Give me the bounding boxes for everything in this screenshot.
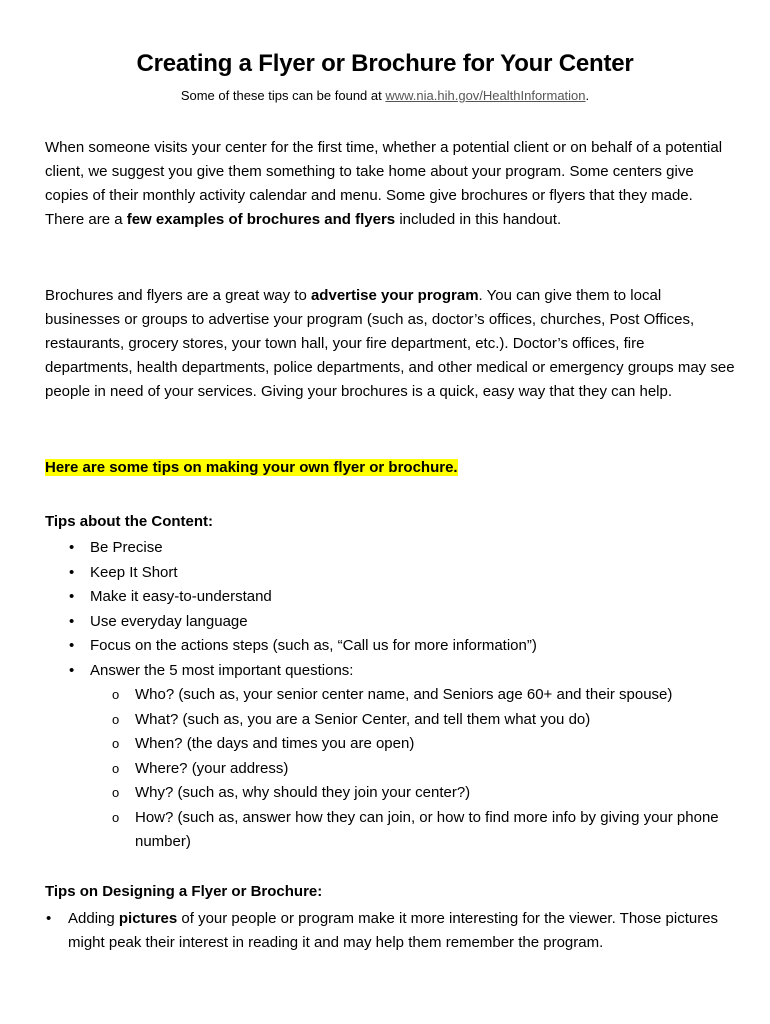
design-tips-list bbox=[45, 907, 735, 955]
design-text-b: of your people or program make it more interesting for the viewer. Those pictures might peak their interest in reading it and may help them remember the program. bbox=[68, 910, 719, 951]
bullet-icon: • bbox=[69, 563, 75, 581]
bullet-icon: • bbox=[69, 612, 75, 630]
question-text: What? (such as, you are a Senior Center, and tell them what you do) bbox=[135, 710, 591, 728]
highlighted-tip-intro bbox=[45, 456, 458, 480]
list-item-text: Use everyday language bbox=[90, 612, 248, 630]
advertise-paragraph bbox=[45, 284, 735, 404]
design-tips-heading: Tips on Designing a Flyer or Brochure: bbox=[45, 883, 323, 900]
list-item bbox=[45, 561, 735, 586]
intro-paragraph bbox=[45, 136, 735, 232]
question-item bbox=[90, 683, 735, 708]
list-item bbox=[45, 610, 735, 635]
circle-bullet-icon: o bbox=[112, 785, 120, 800]
list-item-text: Keep It Short bbox=[90, 563, 178, 581]
subtitle-suffix: . bbox=[585, 88, 590, 103]
list-item bbox=[45, 659, 735, 855]
question-item bbox=[90, 806, 735, 855]
intro-text-a: When someone visits your center for the first time, whether a potential client or on behalf of a potential client, we suggest you give them something to take home about your program. Some centers give copies of their monthly activity calendar and menu. Some give brochures or flyers that they made. There are a bbox=[45, 139, 723, 228]
intro-bold: few examples of brochures and flyers bbox=[126, 211, 396, 228]
list-item-text: Make it easy-to-understand bbox=[90, 588, 272, 605]
content-tips-list bbox=[45, 536, 735, 855]
circle-bullet-icon: o bbox=[112, 736, 120, 751]
bullet-icon: • bbox=[69, 637, 75, 654]
content-tips-heading: Tips about the Content: bbox=[45, 513, 214, 530]
questions-list bbox=[90, 683, 735, 855]
subtitle bbox=[0, 88, 770, 103]
circle-bullet-icon: o bbox=[112, 760, 120, 776]
question-text: Where? (your address) bbox=[135, 759, 289, 777]
design-bold: pictures bbox=[118, 910, 178, 927]
advertise-text-a: Brochures and flyers are a great way to bbox=[45, 287, 311, 304]
question-text: Why? (such as, why should they join your center?) bbox=[135, 784, 471, 801]
question-text: When? (the days and times you are open) bbox=[135, 735, 415, 752]
question-item bbox=[90, 781, 735, 806]
list-item-text: Focus on the actions steps (such as, “Call us for more information”) bbox=[90, 637, 537, 654]
bullet-icon: • bbox=[69, 588, 75, 605]
bullet-icon: • bbox=[46, 910, 52, 927]
list-item bbox=[45, 634, 735, 659]
list-item-text: Be Precise bbox=[90, 539, 163, 556]
circle-bullet-icon: o bbox=[112, 711, 120, 727]
question-item bbox=[90, 732, 735, 757]
page-title: Creating a Flyer or Brochure for Your Center bbox=[136, 50, 634, 77]
question-text: How? (such as, answer how they can join, or how to find more info by giving your phone number) bbox=[135, 808, 719, 850]
design-text-a: Adding bbox=[68, 910, 119, 927]
intro-text-b: included in this handout. bbox=[395, 211, 562, 228]
bullet-icon: • bbox=[69, 661, 75, 679]
bullet-icon: • bbox=[69, 539, 75, 556]
advertise-bold: advertise your program bbox=[310, 287, 479, 304]
advertise-text-b: . You can give them to local businesses or groups to advertise your program (such as, doctor’s offices, churches, Post Offices, restaurants, grocery stores, your town hall, your fire department, etc.). Doctor’s offices, fire departments, health departments, police departments, and other medical or emergency groups may see people in need of your services. Giving your brochures is a quick, easy way that they can help. bbox=[45, 287, 735, 400]
circle-bullet-icon: o bbox=[112, 687, 120, 702]
subtitle-prefix: Some of these tips can be found at bbox=[180, 88, 386, 103]
list-item bbox=[45, 585, 735, 610]
circle-bullet-icon: o bbox=[112, 809, 120, 825]
question-text: Who? (such as, your senior center name, and Seniors age 60+ and their spouse) bbox=[135, 686, 673, 703]
question-item bbox=[90, 757, 735, 782]
health-information-link[interactable]: www.nia.hih.gov/HealthInformation bbox=[385, 88, 586, 103]
question-item bbox=[90, 708, 735, 733]
list-item bbox=[45, 907, 735, 955]
list-item-text: Answer the 5 most important questions: bbox=[90, 661, 354, 679]
list-item bbox=[45, 536, 735, 561]
highlight-text: Here are some tips on making your own flyer or brochure. bbox=[45, 459, 458, 476]
